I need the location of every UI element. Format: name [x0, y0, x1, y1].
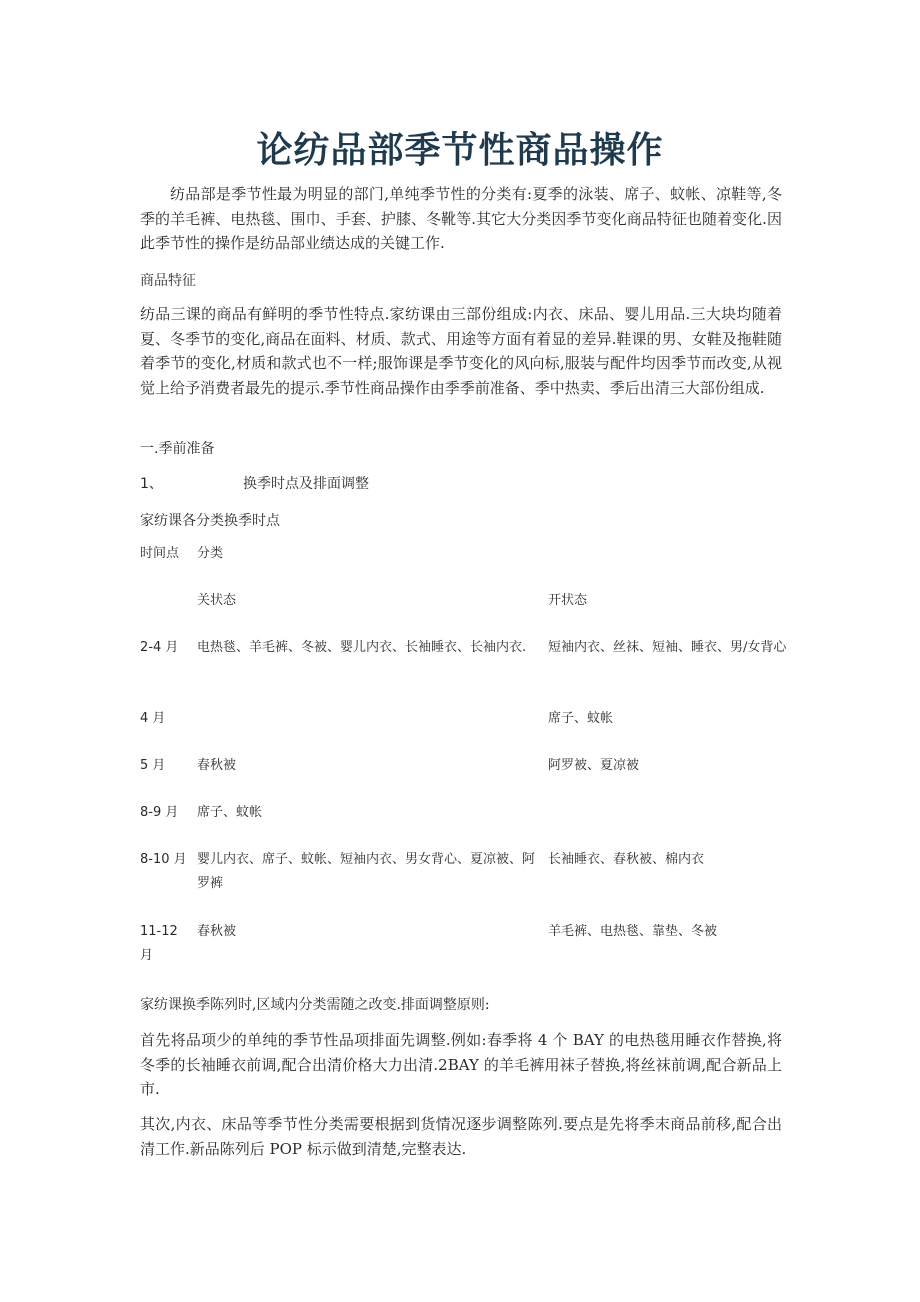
table-row-close: 春秋被: [197, 758, 237, 773]
item-title: 换季时点及排面调整: [243, 476, 369, 492]
table-row-time: 2-4 月: [140, 640, 179, 655]
table-row-time: 11-12 月: [140, 924, 178, 963]
table-row-close: 春秋被: [197, 924, 237, 939]
intro-paragraph: 纺品部是季节性最为明显的部门,单纯季节性的分类有:夏季的泳装、席子、蚊帐、凉鞋等,冬季的羊毛裤、电热毯、围巾、手套、护膝、冬靴等.其它大分类因季节变化商品特征也随着变化.因此季节性的操作是纺品部业绩达成的关键工作.: [140, 185, 782, 252]
table-row-time: 8-10 月: [140, 852, 187, 867]
item-number: 1、: [140, 476, 163, 492]
section-heading-features: 商品特征: [140, 273, 196, 289]
table-row-open: 长袖睡衣、春秋被、棉内衣: [548, 852, 705, 867]
adjust-second-paragraph: 其次,内衣、床品等季节性分类需要根据到货情况逐步调整陈列.要点是先将季末商品前移,配合出清工作.新品陈列后 POP 标示做到清楚,完整表达.: [140, 1115, 782, 1158]
adjust-first-paragraph: 首先将品项少的单纯的季节性品项排面先调整.例如:春季将 4 个 BAY 的电热毯用睡衣作替换,将冬季的长袖睡衣前调,配合出清价格大力出清.2BAY 的羊毛裤用袜子替换,将丝袜前调,配合新品上市.: [140, 1031, 782, 1098]
header-open-status: 开状态: [548, 593, 588, 608]
table-row-time: 5 月: [140, 758, 166, 773]
table-row-open: 短袖内衣、丝袜、短袖、睡衣、男/女背心: [548, 640, 787, 655]
header-time: 时间点: [140, 546, 180, 561]
table-row-close: 电热毯、羊毛裤、冬被、婴儿内衣、长袖睡衣、长袖内衣.: [197, 640, 527, 655]
table-row-time: 8-9 月: [140, 805, 179, 820]
adjust-intro: 家纺课换季陈列时,区域内分类需随之改变.排面调整原则:: [140, 997, 490, 1013]
table-row-open: 羊毛裤、电热毯、靠垫、冬被: [548, 924, 718, 939]
header-close-status: 关状态: [197, 593, 237, 608]
section-heading-preseason: 一.季前准备: [140, 441, 215, 457]
table-row-time: 4 月: [140, 711, 166, 726]
table-row-close: 席子、蚊帐: [197, 805, 263, 820]
table-row-open: 阿罗被、夏凉被: [548, 758, 640, 773]
document-title: 论纺品部季节性商品操作: [256, 130, 664, 171]
header-category: 分类: [197, 546, 224, 561]
table-row-open: 席子、蚊帐: [548, 711, 614, 726]
table-row-close: 婴儿内衣、席子、蚊帐、短袖内衣、男女背心、夏凉被、阿罗裤: [197, 852, 536, 891]
features-paragraph: 纺品三课的商品有鲜明的季节性特点.家纺课由三部份组成:内衣、床品、婴儿用品.三大块均随着夏、冬季节的变化,商品在面料、材质、款式、用途等方面有着显的差异.鞋课的男、女鞋及拖鞋随着季节的变化,材质和款式也不一样;服饰课是季节变化的风向标,服装与配件均因季节而改变,从视觉上给予消费者最先的提示.季节性商品操作由季季前准备、季中热卖、季后出清三大部份组成.: [140, 305, 782, 397]
table-caption: 家纺课各分类换季时点: [140, 513, 280, 529]
